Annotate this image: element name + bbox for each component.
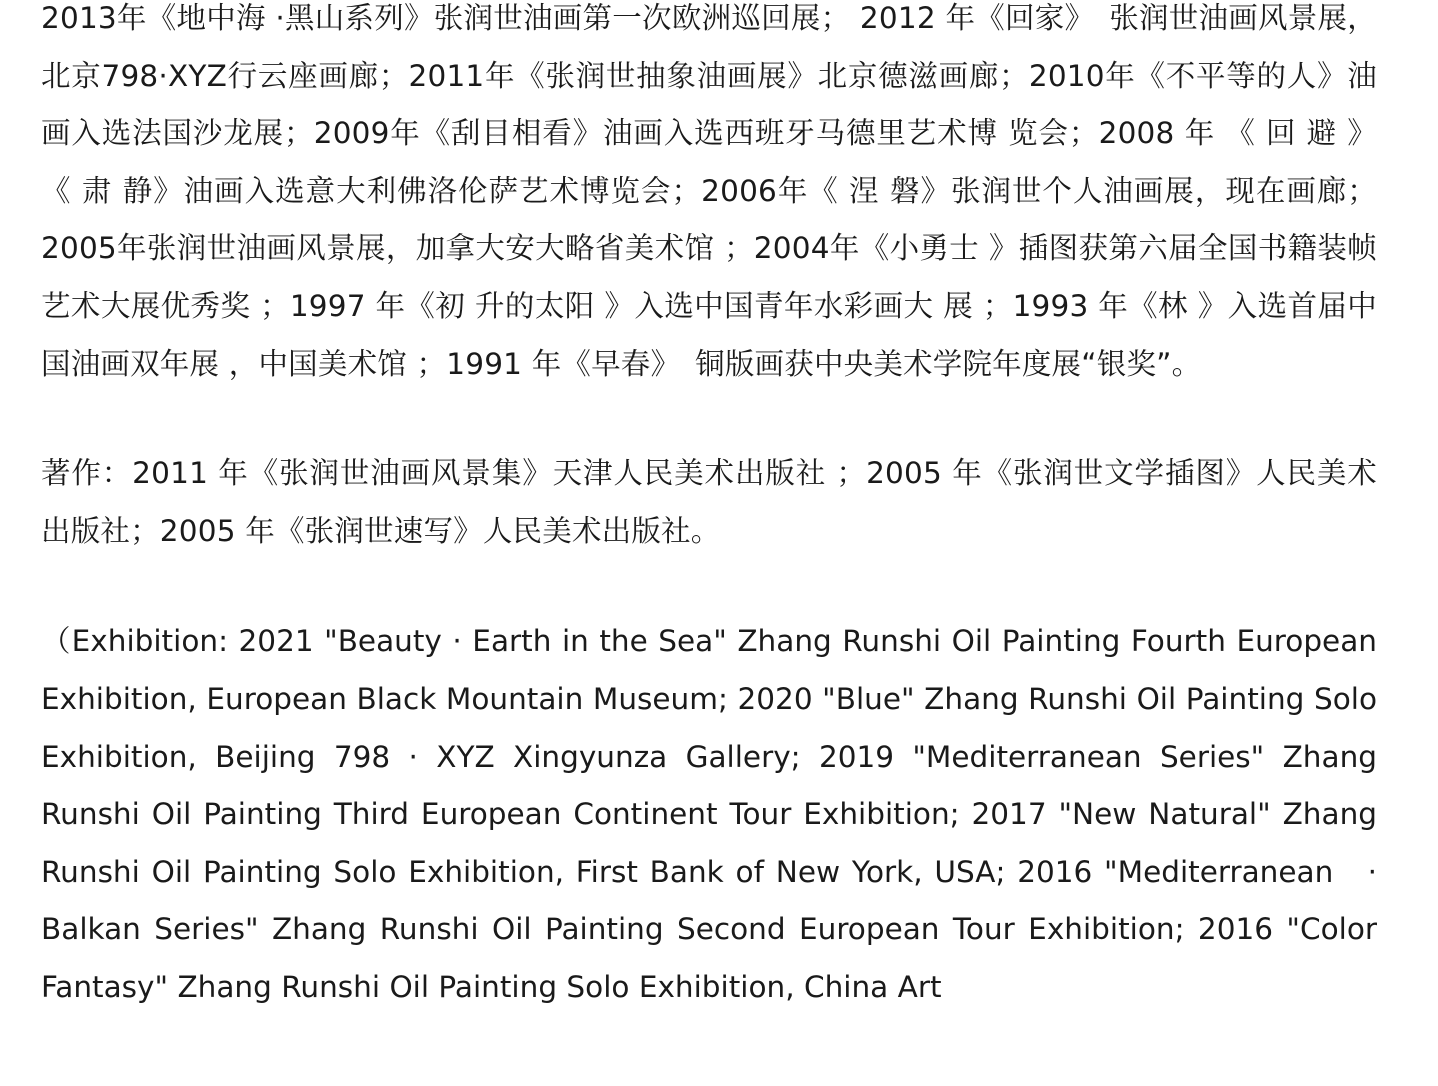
exhibitions-paragraph-en: （Exhibition: 2021 "Beauty · Earth in the Sea" Zhang Runshi Oil Painting Fourth European Exhibition, European Black Mountain Museum; 2020 "Blue" Zhang Runshi Oil Painting Solo Exhibition, Beijing 798 · XYZ Xingyunza Gallery; 2019 "Mediterranean Series" Zhang Runshi Oil Painting Third European Continent Tour Exhibition; 2017 "New Natural" Zhang Runshi Oil Painting Solo Exhibition, First Bank of New York, USA; 2016 "Mediterranean · Balkan Series" Zhang Runshi Oil Painting Second European Tour Exhibition; 2016 "Color Fantasy" Zhang Runshi Oil Painting Solo Exhibition, China Art bbox=[41, 624, 1377, 1004]
paragraph-spacer bbox=[41, 393, 1377, 445]
publications-paragraph-zh: 著作：2011 年《张润世油画风景集》天津人民美术出版社 ；2005 年《张润世文学插图》人民美术出版社；2005 年《张润世速写》人民美术出版社。 bbox=[41, 456, 1377, 548]
article-body bbox=[41, 0, 1377, 1017]
exhibitions-paragraph-zh: 2013年《地中海 ·黑山系列》张润世油画第一次欧洲巡回展； 2012 年《回家》 张润世油画风景展，北京798·XYZ行云座画廊；2011年《张润世抽象油画展》北京德滋画廊；2010年《不平等的人》油画入选法国沙龙展；2009年《刮目相看》油画入选西班牙马德里艺术博 览会；2008 年 《 回 避 》 《 肃 静》油画入选意大利佛洛伦萨艺术博览会；2006年《 涅 磐》张润世个人油画展，现在画廊；2005年张润世油画风景展，加拿大安大略省美术馆 ；2004年《小勇士 》插图获第六届全国书籍装帧艺术大展优秀奖 ；1997 年《初 升的太阳 》入选中国青年水彩画大 展 ；1993 年《林 》入选首届中国油画双年展 ，中国美术馆 ；1991 年《早春》 铜版画获中央美术学院年度展“银奖”。 bbox=[41, 1, 1377, 381]
paragraph-spacer bbox=[41, 560, 1377, 613]
